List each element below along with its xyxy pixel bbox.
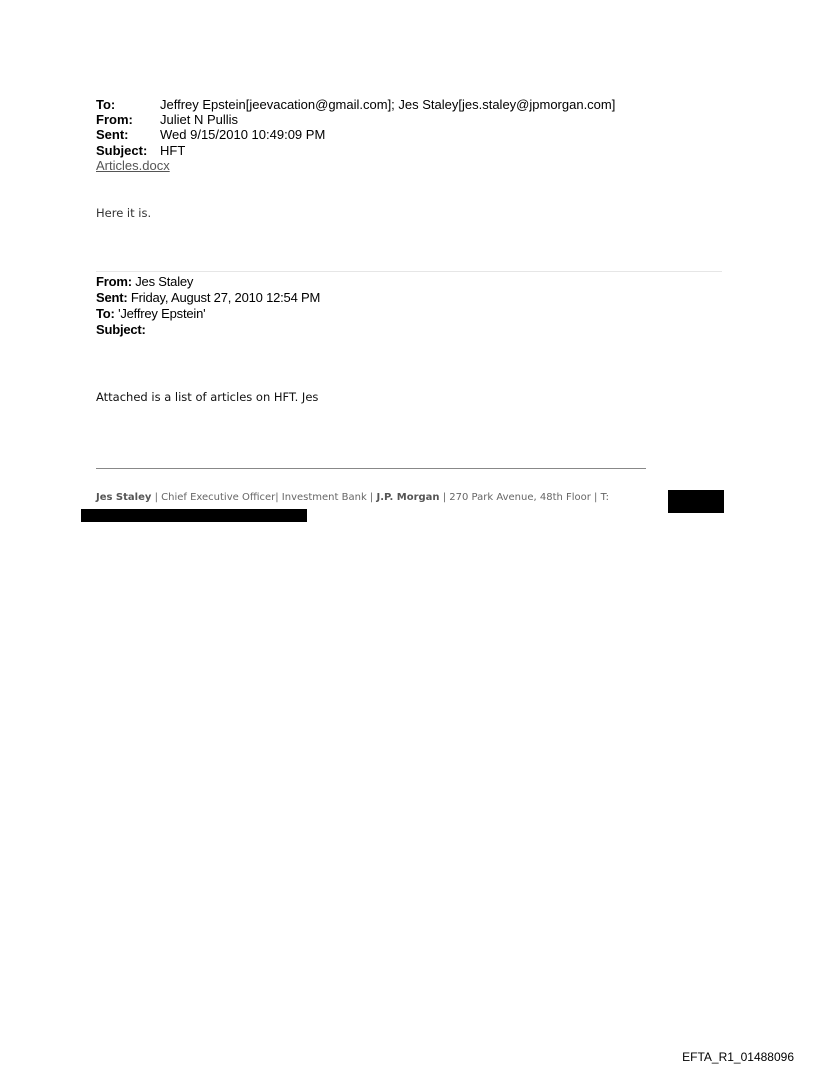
forwarded-message: Attached is a list of articles on HFT. Jes (96, 390, 319, 404)
subject-label: Subject: (96, 143, 148, 158)
signature-company: J.P. Morgan (376, 492, 440, 503)
fwd-sent-row (96, 290, 320, 306)
from-label: From: (96, 112, 133, 127)
fwd-subject-label: Subject: (96, 322, 146, 337)
message-body: Here it is. (96, 206, 152, 220)
fwd-from-value: Jes Staley (131, 274, 194, 289)
fwd-subject-row (96, 322, 146, 338)
sent-label: Sent: (96, 127, 129, 142)
sent-value: Wed 9/15/2010 10:49:09 PM (160, 127, 326, 142)
signature-title: | Chief Executive Officer| Investment Bank | (151, 492, 377, 503)
fwd-to-row (96, 306, 205, 322)
fwd-sent-value: Friday, August 27, 2010 12:54 PM (127, 290, 321, 305)
fwd-to-value: 'Jeffrey Epstein' (114, 306, 206, 321)
attachment-row (96, 158, 170, 173)
sent-row (96, 127, 325, 142)
from-row (96, 112, 238, 127)
fwd-from-label: From: (96, 274, 132, 289)
signature-address: | 270 Park Avenue, 48th Floor | T: (439, 492, 609, 503)
bates-number: EFTA_R1_01488096 (682, 1050, 794, 1064)
signature-rule (96, 468, 646, 469)
signature (96, 492, 609, 503)
signature-name: Jes Staley (96, 492, 152, 503)
redaction-box (668, 490, 724, 513)
separator-line (96, 271, 722, 272)
from-value: Juliet N Pullis (160, 112, 239, 127)
to-label: To: (96, 97, 116, 112)
fwd-sent-label: Sent: (96, 290, 128, 305)
fwd-to-label: To: (96, 306, 115, 321)
subject-row (96, 143, 185, 158)
subject-value: HFT (160, 143, 186, 158)
to-row (96, 97, 615, 112)
fwd-from-row (96, 274, 193, 290)
attachment-link[interactable]: Articles.docx (96, 158, 170, 173)
redaction-box (81, 509, 307, 522)
to-value: Jeffrey Epstein[jeevacation@gmail.com]; Jes Staley[jes.staley@jpmorgan.com] (160, 97, 616, 112)
